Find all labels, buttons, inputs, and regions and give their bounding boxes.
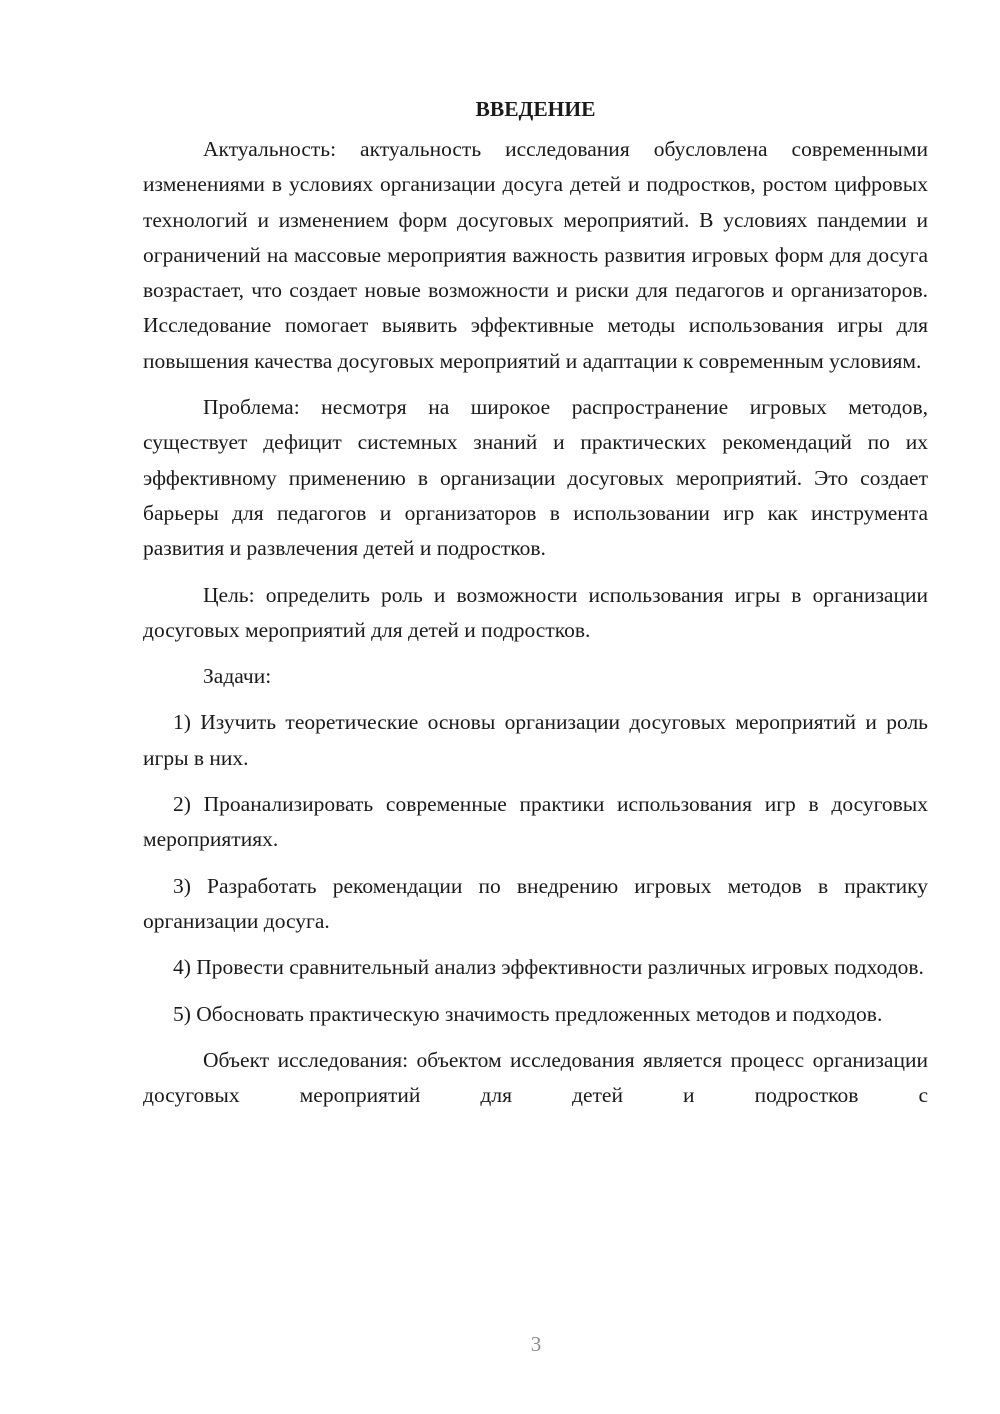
tasks-heading: Задачи:: [203, 664, 272, 689]
page-number: 3: [530, 1332, 542, 1356]
problem-paragraph: Проблема: несмотря на широкое распространение игровых методов, существует дефицит системных знаний и практических рекомендаций по их эффективному применению в организации досуговых мероприятий. Это создает барьеры для педагогов и организаторов в использовании игр как инструмента развития и развлечения детей и подростков.: [143, 395, 928, 561]
object-paragraph: Объект исследования: объектом исследования является процесс организации досуговых мероприятий для детей и подростков с: [143, 1047, 928, 1108]
task-item-3: 3) Разработать рекомендации по внедрению игровых методов в практику организации досуга.: [143, 873, 928, 933]
goal-paragraph: Цель: определить роль и возможности использования игры в организации досуговых мероприятий для детей и подростков.: [143, 582, 928, 642]
task-item-5: 5) Обосновать практическую значимость предложенных методов и подходов.: [173, 1001, 883, 1026]
task-item-4: 4) Провести сравнительный анализ эффективности различных игровых подходов.: [173, 955, 924, 980]
task-item-2: 2) Проанализировать современные практики использования игр в досуговых мероприятиях.: [143, 792, 928, 852]
document-page: [143, 92, 928, 1124]
section-title: ВВЕДЕНИЕ: [475, 97, 596, 121]
relevance-paragraph: Актуальность: актуальность исследования обусловлена современными изменениями в условиях организации досуга детей и подростков, ростом цифровых технологий и изменением форм досуговых мероприятий. В условиях пандемии и ограничений на массовые мероприятия важность развития игровых форм для досуга возрастает, что создает новые возможности и риски для педагогов и организаторов. Исследование помогает выявить эффективные методы использования игры для повышения качества досуговых мероприятий и адаптации к современным условиям.: [143, 137, 928, 373]
task-item-1: 1) Изучить теоретические основы организации досуговых мероприятий и роль игры в них.: [143, 710, 928, 770]
